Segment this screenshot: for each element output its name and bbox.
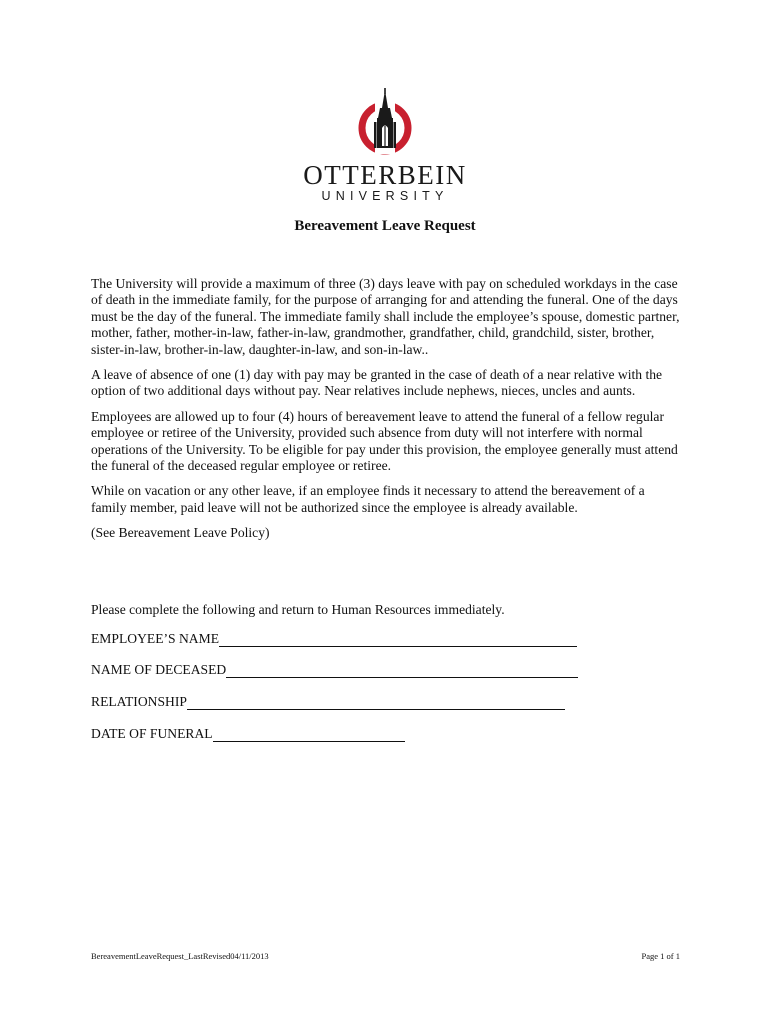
form-instruction: Please complete the following and return to Human Resources immediately. <box>91 602 505 617</box>
employee-name-field[interactable] <box>219 632 577 647</box>
employee-name-row <box>91 630 577 647</box>
deceased-name-field[interactable] <box>226 663 578 678</box>
paragraph-near-relative: A leave of absence of one (1) day with pay may be granted in the case of death of a near relative with the option of two additional days without pay. Near relatives include nephews, nieces, uncles and aunts. <box>91 367 663 399</box>
deceased-name-label: NAME OF DECEASED <box>91 662 227 677</box>
funeral-date-row <box>91 725 405 742</box>
funeral-date-label: DATE OF FUNERAL <box>91 726 213 741</box>
paragraph-immediate-family: The University will provide a maximum of three (3) days leave with pay on scheduled workdays in the case of death in the immediate family, for the purpose of arranging for and attending the funeral. One of the days must be the day of the funeral. The immediate family shall include the employee’s spouse, domestic partner, mother, father, mother-in-law, father-in-law, grandmother, grandfather, child, grandchild, sister, brother, sister-in-law, brother-in-law, daughter-in-law, and son-in-law.. <box>91 276 680 357</box>
footer-page-number: Page 1 of 1 <box>641 951 680 961</box>
university-wordmark-sub: UNIVERSITY <box>321 189 449 203</box>
paragraph-policy-reference: (See Bereavement Leave Policy) <box>91 525 270 541</box>
relationship-row <box>91 693 565 710</box>
relationship-label: RELATIONSHIP <box>91 694 187 709</box>
deceased-name-row <box>91 661 578 678</box>
relationship-field[interactable] <box>187 695 565 710</box>
paragraph-fellow-employee: Employees are allowed up to four (4) hours of bereavement leave to attend the funeral of a fellow regular employee or retiree of the University, provided such absence from duty will not interfere with normal operations of the University. To be eligible for pay under this provision, the employee generally must attend the funeral of the deceased regular employee or retiree. <box>91 408 678 474</box>
employee-name-label: EMPLOYEE’S NAME <box>91 631 220 646</box>
university-wordmark: OTTERBEIN <box>303 160 467 190</box>
policy-text <box>91 276 681 551</box>
funeral-date-field[interactable] <box>213 727 405 742</box>
page-title: Bereavement Leave Request <box>294 218 476 234</box>
paragraph-vacation: While on vacation or any other leave, if an employee finds it necessary to attend the bereavement of a family member, paid leave will not be authorized since the employee is already available. <box>91 483 645 515</box>
footer-revision: BereavementLeaveRequest_LastRevised04/11/2013 <box>91 951 269 961</box>
